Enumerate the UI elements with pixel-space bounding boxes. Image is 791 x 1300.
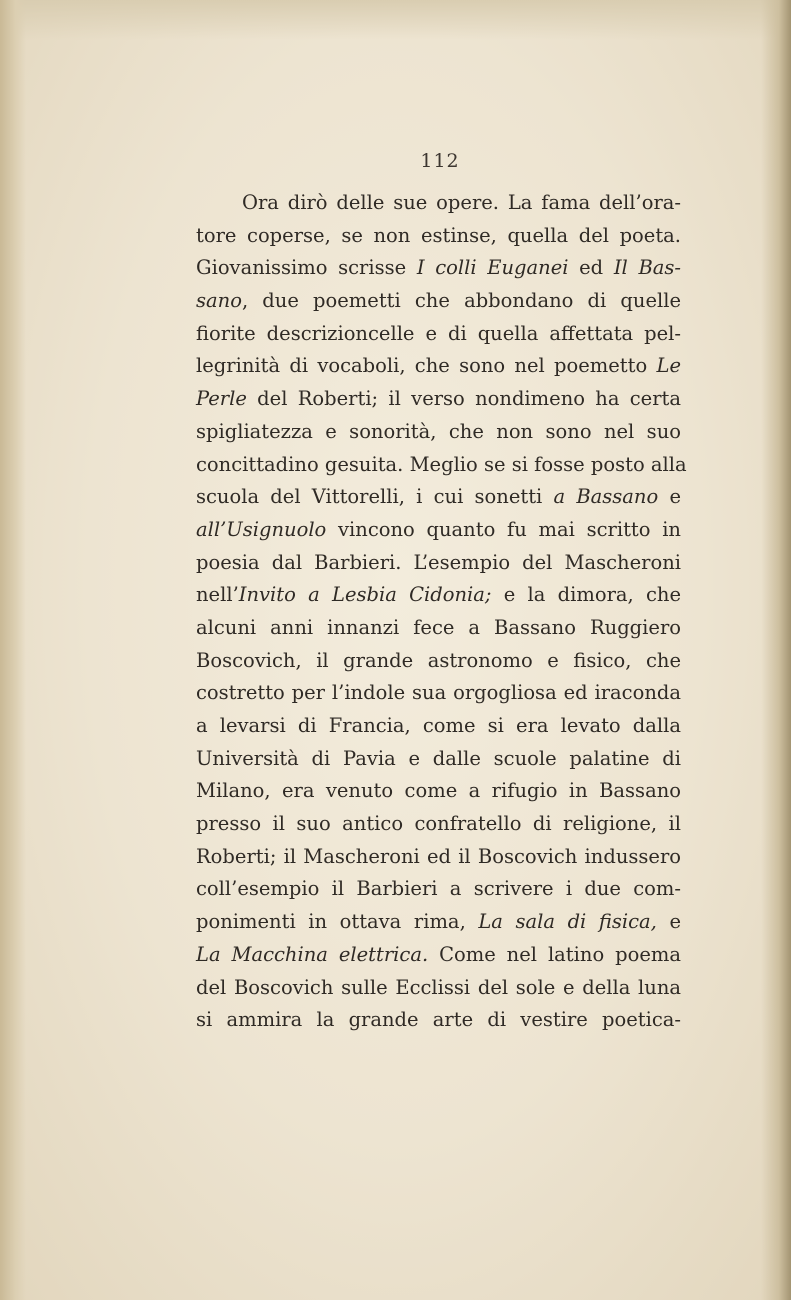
page-right-edge [761, 0, 791, 1300]
italic-title: La sala di fisica, [478, 910, 657, 934]
text-line [196, 645, 681, 678]
text-run: Boscovich, il grande astronomo e fisico, che [196, 648, 681, 672]
text-line [196, 906, 681, 939]
text-run: tore coperse, se non estinse, quella del poeta. [196, 223, 681, 247]
text-line [196, 547, 681, 580]
text-run: coll’esempio il Barbieri a scrivere i due com- [196, 877, 681, 901]
page-left-edge [0, 0, 26, 1300]
italic-title: I colli Euganei [416, 256, 569, 280]
italic-title: a Bassano [553, 485, 659, 509]
text-run: Università di Pavia e dalle scuole palatine di [196, 746, 681, 770]
text-line [196, 873, 681, 906]
page-number: 112 [420, 150, 460, 172]
text-run: del Boscovich sulle Ecclissi del sole e della luna [196, 975, 681, 999]
italic-title: La Macchina elettrica. [196, 942, 429, 966]
text-run: costretto per l’indole sua orgogliosa ed iraconda [196, 681, 681, 705]
text-run: spigliatezza e sonorità, che non sono nel suo [196, 419, 681, 443]
italic-title: Perle [196, 387, 247, 411]
text-line [196, 808, 681, 841]
text-line [196, 481, 681, 514]
text-line [196, 285, 681, 318]
text-run: e [656, 910, 681, 934]
text-run: del Roberti; il verso nondimeno ha certa [246, 387, 681, 411]
text-run: Ora dirò delle sue opere. La fama dell’ora- [242, 191, 681, 214]
text-run: , due poemetti che abbondano di quelle [241, 289, 681, 313]
italic-title: Invito a Lesbia Cidonia; [238, 583, 492, 607]
text-run: e [658, 485, 681, 509]
text-run: nell’ [196, 583, 239, 607]
text-run: Milano, era venuto come a rifugio in Bassano [196, 779, 681, 803]
text-line [196, 612, 681, 645]
text-run: legrinità di vocaboli, che sono nel poemetto [196, 354, 657, 378]
text-line [196, 841, 681, 874]
text-run: vincono quanto fu mai scritto in [326, 517, 681, 541]
text-run: scuola del Vittorelli, i cui sonetti [196, 485, 554, 509]
text-run: concittadino gesuita. Meglio se si fosse posto alla [196, 452, 687, 476]
text-run: si ammira la grande arte di vestire poetica- [196, 1008, 681, 1032]
text-run: Roberti; il Mascheroni ed il Boscovich indussero [196, 844, 681, 868]
text-line [196, 972, 681, 1005]
text-run: ed [568, 256, 614, 280]
text-run: e la dimora, che [491, 583, 681, 607]
text-run: Giovanissimo scrisse [196, 256, 417, 280]
text-run: fiorite descrizioncelle e di quella affettata pel- [196, 321, 681, 345]
text-line [196, 743, 681, 776]
text-line [196, 252, 681, 285]
page-top-shadow [0, 0, 791, 40]
text-line [196, 710, 681, 743]
text-line [196, 350, 681, 383]
italic-title: sano [196, 289, 242, 313]
text-line [196, 579, 681, 612]
text-run: alcuni anni innanzi fece a Bassano Ruggiero [196, 615, 681, 639]
italic-title: Il Bas- [613, 256, 681, 280]
text-run: Come nel latino poema [428, 942, 681, 966]
text-line [196, 416, 681, 449]
text-run: presso il suo antico confratello di religione, il [196, 812, 681, 836]
body-text [196, 187, 687, 1037]
italic-title: Le [656, 354, 681, 378]
text-run: poesia dal Barbieri. L’esempio del Mascheroni [196, 550, 681, 574]
text-line [196, 775, 681, 808]
text-line [196, 1004, 681, 1037]
text-line [196, 514, 681, 547]
text-line [196, 449, 687, 482]
text-line [196, 677, 681, 710]
text-line [196, 318, 681, 351]
text-line [196, 939, 681, 972]
text-run: a levarsi di Francia, come si era levato dalla [196, 714, 681, 737]
italic-title: all’Usignuolo [196, 517, 327, 541]
text-line [196, 383, 681, 416]
text-line [196, 220, 681, 253]
text-line [196, 187, 681, 220]
text-run: ponimenti in ottava rima, [196, 910, 479, 934]
